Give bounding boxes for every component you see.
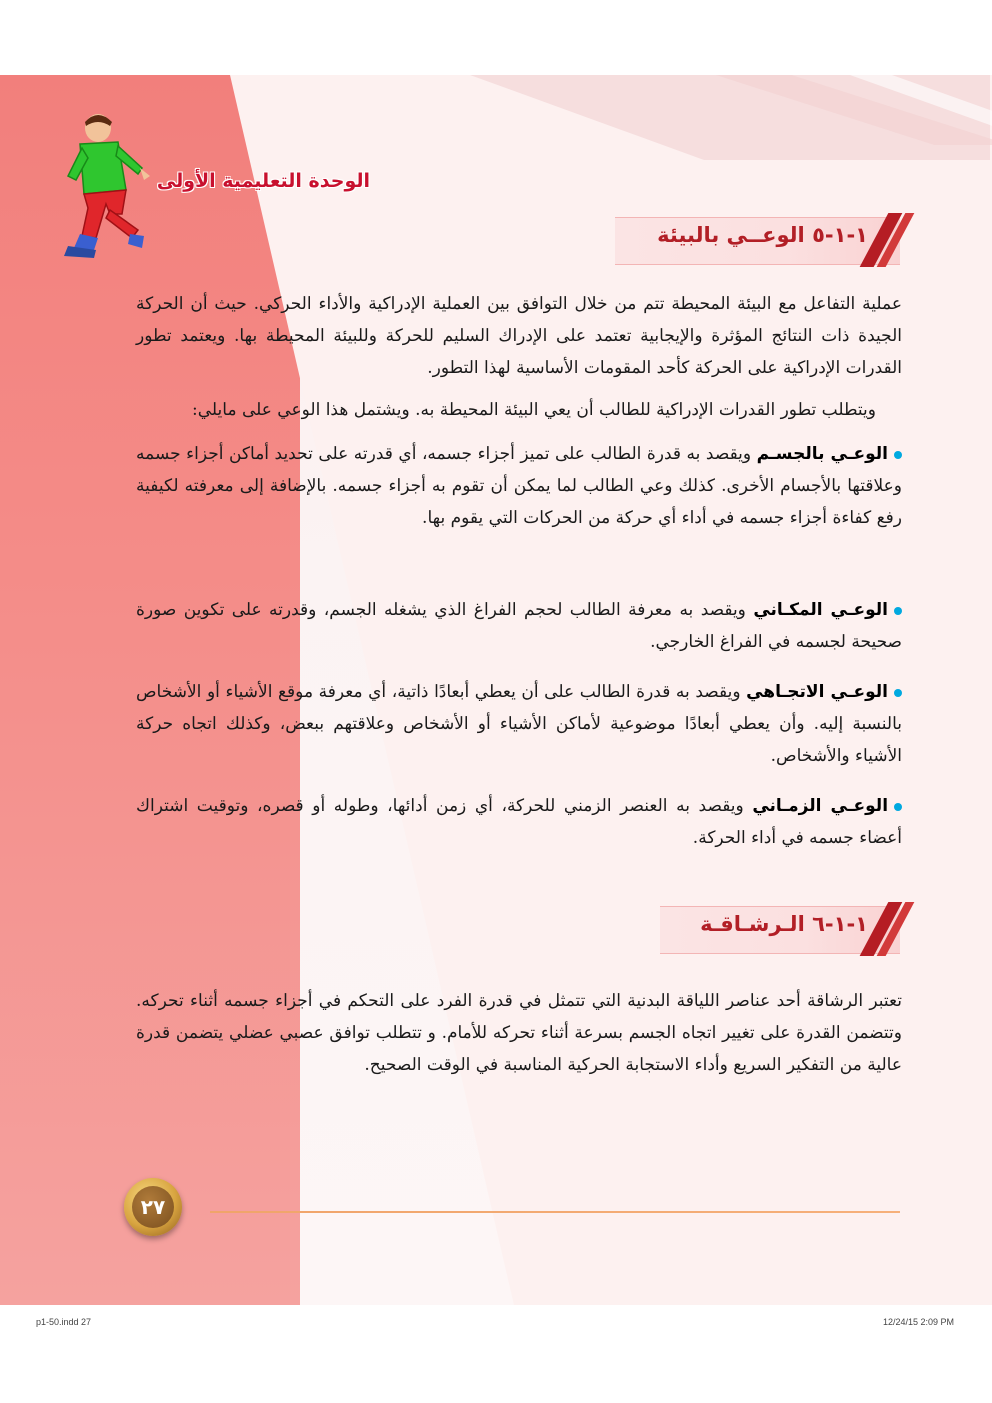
term-description: ويقصد به معرفة الطالب لحجم الفراغ الذي يشغله الجسم، وقدرته على تكوين صورة صحيحة لجسمه في الفراغ الخارجي.: [136, 600, 902, 652]
term-label: الوعـي بالجسـم: [756, 444, 888, 464]
term-label: الوعـي الاتجـاهي: [746, 682, 888, 702]
list-item: [136, 594, 902, 658]
list-item: [136, 676, 902, 772]
section-title: ١-١-٥ الوعــي بالبيئة: [657, 223, 868, 247]
list-item: [136, 790, 902, 854]
term-description: ويقصد به قدرة الطالب على أن يعطي أبعادًا ذاتية، أي معرفة موقع الأشياء أو الأشخاص بالنسبة إليه. وأن يعطي أبعادًا موضوعية لأماكن الأشياء أو الأشخاص وعلاقتهم ببعض، وكذلك اتجاه حركة الأشياء والأشخاص.: [136, 682, 902, 766]
bullet-icon: [894, 607, 902, 615]
section-header-agility: [660, 906, 900, 952]
footer-divider: [210, 1211, 900, 1213]
agility-paragraph: تعتبر الرشاقة أحد عناصر اللياقة البدنية التي تتمثل في قدرة الفرد على التحكم في أجزاء جسمه أثناء تحركه. وتتضمن القدرة على تغيير اتجاه الجسم بسرعة أثناء تحركه للأمام. و تتطلب توافق عصبي عضلي يتضمن قدرة عالية من التفكير السريع وأداء الاستجابة الحركية المناسبة في الوقت الصحيح.: [136, 991, 902, 1075]
term-label: الوعـي المكـاني: [753, 600, 888, 620]
intro-paragraph: عملية التفاعل مع البيئة المحيطة تتم من خلال التوافق بين العملية الإدراكية والأداء الحركي. حيث أن الحركة الجيدة ذات النتائج المؤثرة والإيجابية تعتمد على الإدراك السليم للحركة وللبيئة المحيطة بها. ويعتمد تطور القدرات الإدراكية على الحركة كأحد المقومات الأساسية لهذا التطور.: [136, 294, 902, 378]
section-title: ١-١-٦ الـرشـاقـة: [700, 912, 868, 936]
running-boy-illustration: [40, 110, 155, 270]
bullet-icon: [894, 803, 902, 811]
bullet-icon: [894, 451, 902, 459]
term-description: ويقصد به قدرة الطالب على تميز أجزاء جسمه، أي قدرته على تحديد أماكن أجزاء جسمه وعلاقتها بالأجسام الأخرى. كذلك وعي الطالب لما يمكن أن تقوم به أجزاء جسمه. بالإضافة إلى معرفته لكيفية رفع كفاءة أجزاء جسمه في أداء أي حركة من الحركات التي يقوم بها.: [136, 444, 902, 528]
page-number: ٢٧: [132, 1186, 174, 1228]
intro-paragraph-2: ويتطلب تطور القدرات الإدراكية للطالب أن يعي البيئة المحيطة به. ويشتمل هذا الوعي على مايلي:: [192, 400, 876, 420]
print-file-info: p1-50.indd 27: [36, 1317, 92, 1327]
term-description: ويقصد به العنصر الزمني للحركة، أي زمن أدائها، وطوله أو قصره، وتوقيت اشتراك أعضاء جسمه في أداء الحركة.: [136, 796, 902, 848]
list-item: [136, 438, 902, 534]
unit-title: الوحدة التعليمية الأولى: [156, 170, 370, 192]
section-header-environment-awareness: [615, 217, 900, 263]
print-date-info: 12/24/15 2:09 PM: [882, 1317, 954, 1327]
term-label: الوعـي الزمـاني: [752, 796, 889, 816]
bullet-icon: [894, 689, 902, 697]
page-number-badge: [124, 1178, 182, 1236]
